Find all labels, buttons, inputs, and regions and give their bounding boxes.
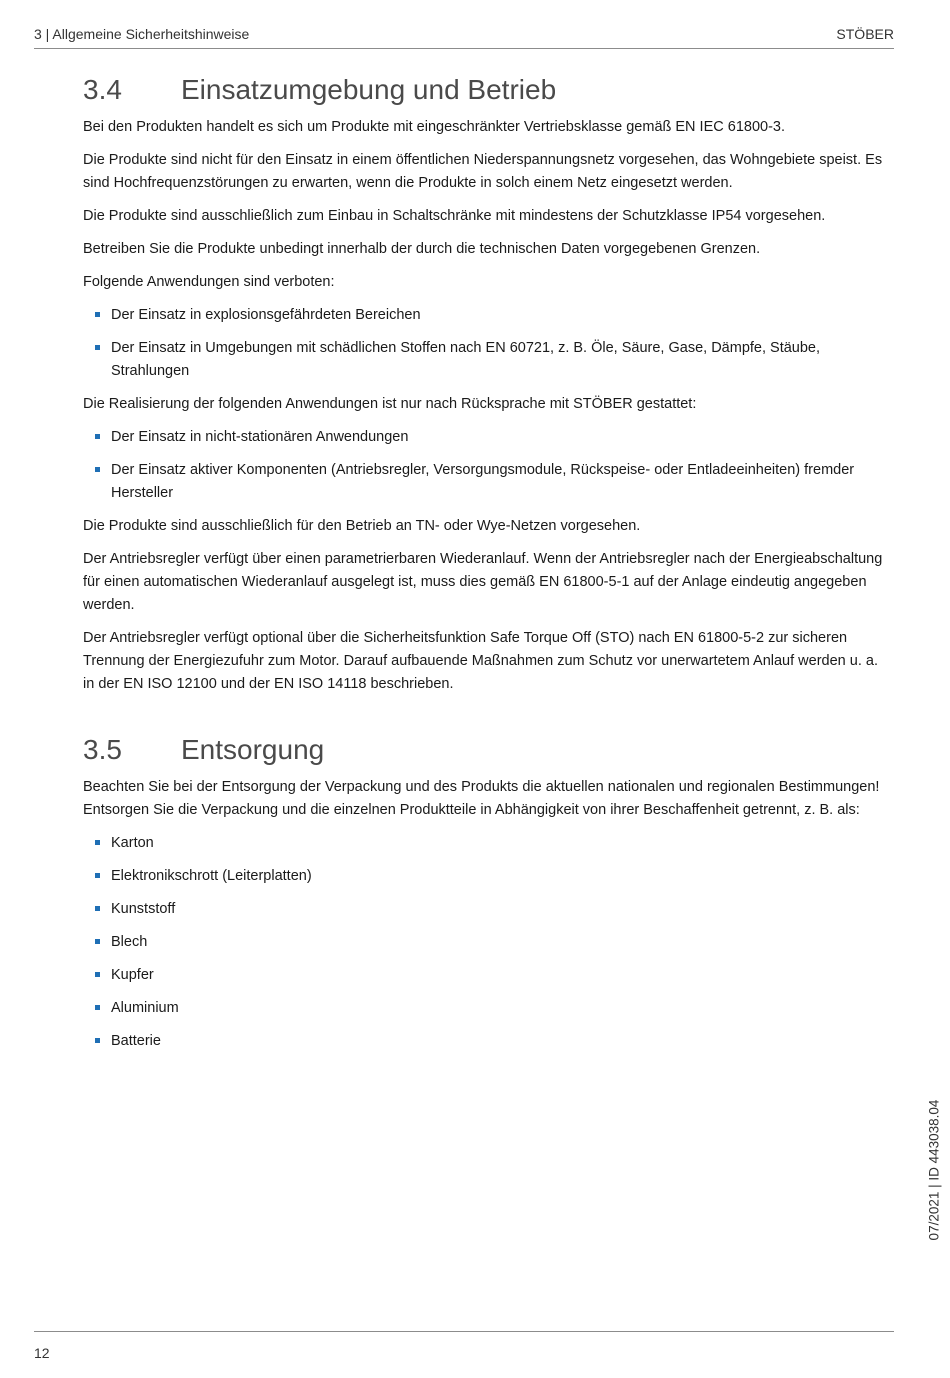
list-item: Batterie: [83, 1030, 883, 1053]
paragraph: Die Produkte sind ausschließlich zum Einbau in Schaltschränke mit mindestens der Schutzklasse IP54 vorgesehen.: [83, 208, 826, 224]
footer-divider: [34, 1331, 894, 1332]
list-item: Elektronikschrott (Leiterplatten): [83, 865, 883, 888]
list-item: Der Einsatz in Umgebungen mit schädlichen Stoffen nach EN 60721, z. B. Öle, Säure, Gase, Dämpfe, Stäube, Strahlungen: [83, 337, 883, 383]
paragraph: Der Antriebsregler verfügt optional über die Sicherheitsfunktion Safe Torque Off (STO) nach EN 61800-5-2 zur sicheren Trennung der Energiezufuhr zum Motor. Darauf aufbauende Maßnahmen zum Schutz vor unerwartetem Anlauf werden u. a. in der EN ISO 12100 und der EN ISO 14118 beschrieben.: [83, 630, 878, 692]
page-header: [34, 26, 894, 49]
bullet-icon: [95, 345, 100, 350]
bullet-icon: [95, 467, 100, 472]
list-item: Der Einsatz aktiver Komponenten (Antriebsregler, Versorgungsmodule, Rückspeise- oder Entladeeinheiten) fremder Hersteller: [83, 459, 883, 505]
section-heading-3-5: [83, 734, 883, 766]
paragraph: Betreiben Sie die Produkte unbedingt innerhalb der durch die technischen Daten vorgegebenen Grenzen.: [83, 241, 761, 257]
bullet-icon: [95, 873, 100, 878]
bullet-icon: [95, 906, 100, 911]
bullet-icon: [95, 1005, 100, 1010]
paragraph: Die Produkte sind ausschließlich für den Betrieb an TN- oder Wye-Netzen vorgesehen.: [83, 518, 641, 534]
bullet-icon: [95, 1038, 100, 1043]
disposal-materials-list: [83, 832, 883, 1053]
section-number: 3.5: [83, 734, 122, 765]
list-item: Blech: [83, 931, 883, 954]
list-item: Kunststoff: [83, 898, 883, 921]
bullet-icon: [95, 312, 100, 317]
paragraph: Die Realisierung der folgenden Anwendungen ist nur nach Rücksprache mit STÖBER gestattet:: [83, 396, 697, 412]
consultation-uses-list: [83, 426, 883, 505]
paragraph: Beachten Sie bei der Entsorgung der Verpackung und des Produkts die aktuellen nationalen und regionalen Bestimmungen! Entsorgen Sie die Verpackung und die einzelnen Produktteile in Abhängigkeit von ihrer Beschaffenheit getrennt, z. B. als:: [83, 779, 880, 818]
section-title: Einsatzumgebung und Betrieb: [181, 74, 557, 105]
list-item: Kupfer: [83, 964, 883, 987]
paragraph: Die Produkte sind nicht für den Einsatz in einem öffentlichen Niederspannungsnetz vorgesehen, das Wohngebiete speist. Es sind Hochfrequenzstörungen zu erwarten, wenn die Produkte in solch einem Netz eingesetzt werden.: [83, 152, 883, 191]
section-number: 3.4: [83, 74, 122, 105]
list-item: Karton: [83, 832, 883, 855]
prohibited-uses-list: [83, 304, 883, 383]
section-title: Entsorgung: [181, 734, 325, 765]
paragraph: Bei den Produkten handelt es sich um Produkte mit eingeschränkter Vertriebsklasse gemäß EN IEC 61800-3.: [83, 119, 786, 135]
bullet-icon: [95, 939, 100, 944]
chapter-title: 3 | Allgemeine Sicherheitshinweise: [34, 26, 250, 42]
paragraph: Der Antriebsregler verfügt über einen parametrierbaren Wiederanlauf. Wenn der Antriebsregler nach der Energieabschaltung für einen automatischen Wiederanlauf ausgelegt ist, muss dies gemäß EN 61800-5-1 auf der Anlage eindeutig angegeben werden.: [83, 551, 883, 613]
list-item: Der Einsatz in nicht-stationären Anwendungen: [83, 426, 883, 449]
section-heading-3-4: [83, 74, 883, 106]
bullet-icon: [95, 972, 100, 977]
page-number: 12: [34, 1345, 50, 1361]
bullet-icon: [95, 434, 100, 439]
paragraph: Folgende Anwendungen sind verboten:: [83, 274, 335, 290]
brand-name: STÖBER: [836, 26, 894, 42]
list-item: Aluminium: [83, 997, 883, 1020]
bullet-icon: [95, 840, 100, 845]
list-item: Der Einsatz in explosionsgefährdeten Bereichen: [83, 304, 883, 327]
document-id: 07/2021 | ID 443038.04: [926, 1099, 942, 1241]
page-content: [83, 74, 883, 1063]
